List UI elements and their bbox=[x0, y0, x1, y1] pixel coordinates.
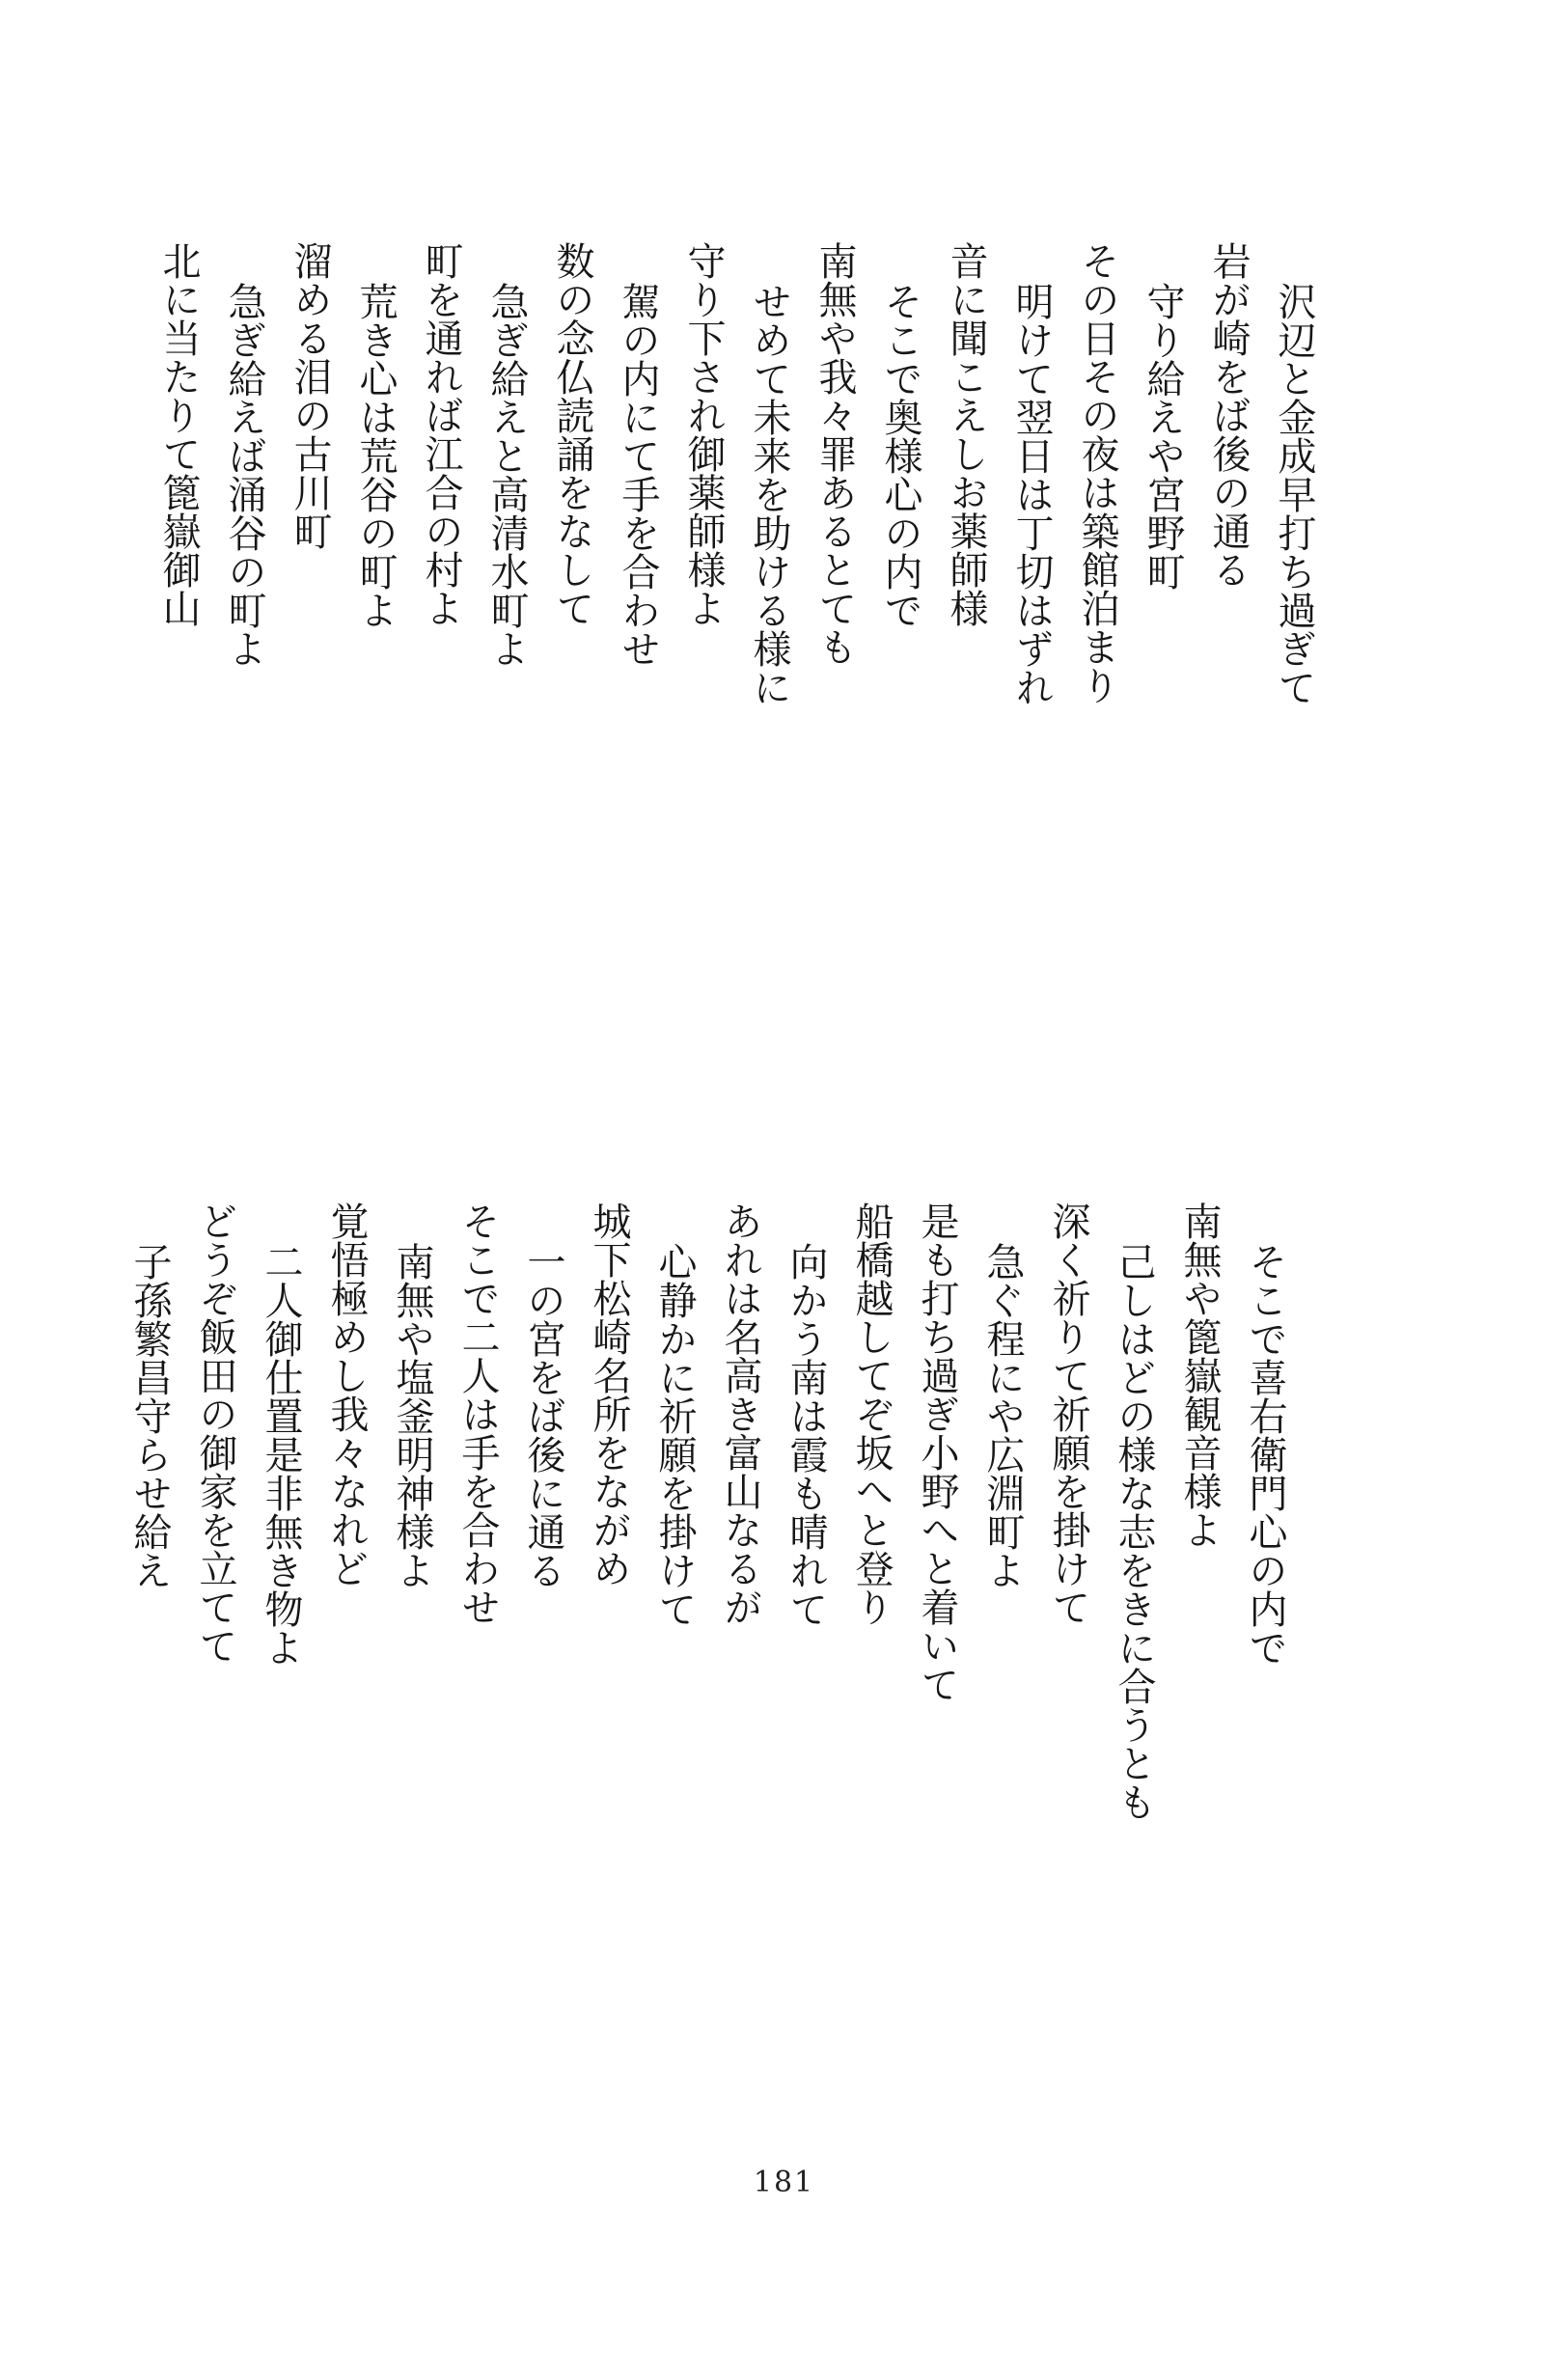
verse-line: 守り下され御薬師様よ bbox=[681, 241, 726, 627]
verse-line: 音に聞こえしお薬師様 bbox=[944, 241, 988, 627]
verse-line: 深く祈りて祈願を掛けて bbox=[1046, 1201, 1090, 1626]
verse-line: そこで喜右衛門心の内で bbox=[1243, 1242, 1287, 1667]
verse-line: 二人御仕置是非無き物よ bbox=[259, 1242, 303, 1667]
verse-line: そこで二人は手を合わせ bbox=[455, 1201, 500, 1626]
verse-line: 己しはどの様な志をきに合うとも bbox=[1112, 1242, 1156, 1821]
verse-line: 駕の内にて手を合わせ bbox=[616, 282, 660, 668]
verse-line: 急ぎ給えば涌谷の町よ bbox=[222, 282, 266, 668]
verse-line: どうぞ飯田の御家を立てて bbox=[193, 1201, 237, 1665]
verse-line: その日その夜は築館泊まり bbox=[1075, 241, 1119, 704]
upper-verse-block bbox=[146, 241, 1327, 820]
lower-verse-block bbox=[117, 1201, 1298, 1821]
verse-line: 一の宮をば後に通る bbox=[521, 1242, 565, 1589]
verse-line: 急ぎ給えと高清水町よ bbox=[484, 282, 529, 668]
verse-line: 是も打ち過ぎ小野へと着いて bbox=[915, 1201, 959, 1703]
verse-line: 荒き心は荒谷の町よ bbox=[353, 282, 398, 629]
verse-line: あれは名高き富山なるが bbox=[718, 1201, 762, 1626]
verse-line: 南無や我々罪あるとても bbox=[812, 241, 857, 666]
verse-line: 南無や篦嶽観音様よ bbox=[1177, 1201, 1222, 1549]
verse-line: 町を通れば江合の村よ bbox=[419, 241, 463, 627]
verse-line: 北に当たりて篦嶽御山 bbox=[156, 241, 201, 627]
verse-line: 向かう南は霞も晴れて bbox=[784, 1242, 828, 1628]
verse-line: 船橋越してぞ坂へと登り bbox=[849, 1201, 894, 1626]
verse-line: 心静かに祈願を掛けて bbox=[652, 1242, 697, 1628]
verse-line: 岩が崎をば後の通る bbox=[1206, 241, 1251, 589]
verse-line: 南無や塩釜明神様よ bbox=[390, 1242, 434, 1589]
verse-line: 溜める泪の古川町 bbox=[288, 241, 332, 550]
verse-line: 急ぐ程にや広淵町よ bbox=[980, 1242, 1025, 1589]
verse-line: 覚悟極めし我々なれど bbox=[324, 1201, 369, 1587]
verse-line: 守り給えや宮野町 bbox=[1141, 282, 1185, 591]
verse-line: せめて未来を助ける様に bbox=[747, 282, 791, 706]
verse-line: 子孫繁昌守らせ給え bbox=[127, 1242, 172, 1589]
verse-line: 城下松崎名所をながめ bbox=[587, 1201, 631, 1587]
verse-line: 明けて翌日は丁切はずれ bbox=[1009, 282, 1054, 706]
page-number: 181 bbox=[753, 2166, 815, 2199]
verse-line: そこで奥様心の内で bbox=[878, 282, 922, 629]
verse-line: 沢辺と金成早打ち過ぎて bbox=[1272, 282, 1316, 706]
verse-line: 数の念仏読誦をなして bbox=[550, 241, 594, 627]
